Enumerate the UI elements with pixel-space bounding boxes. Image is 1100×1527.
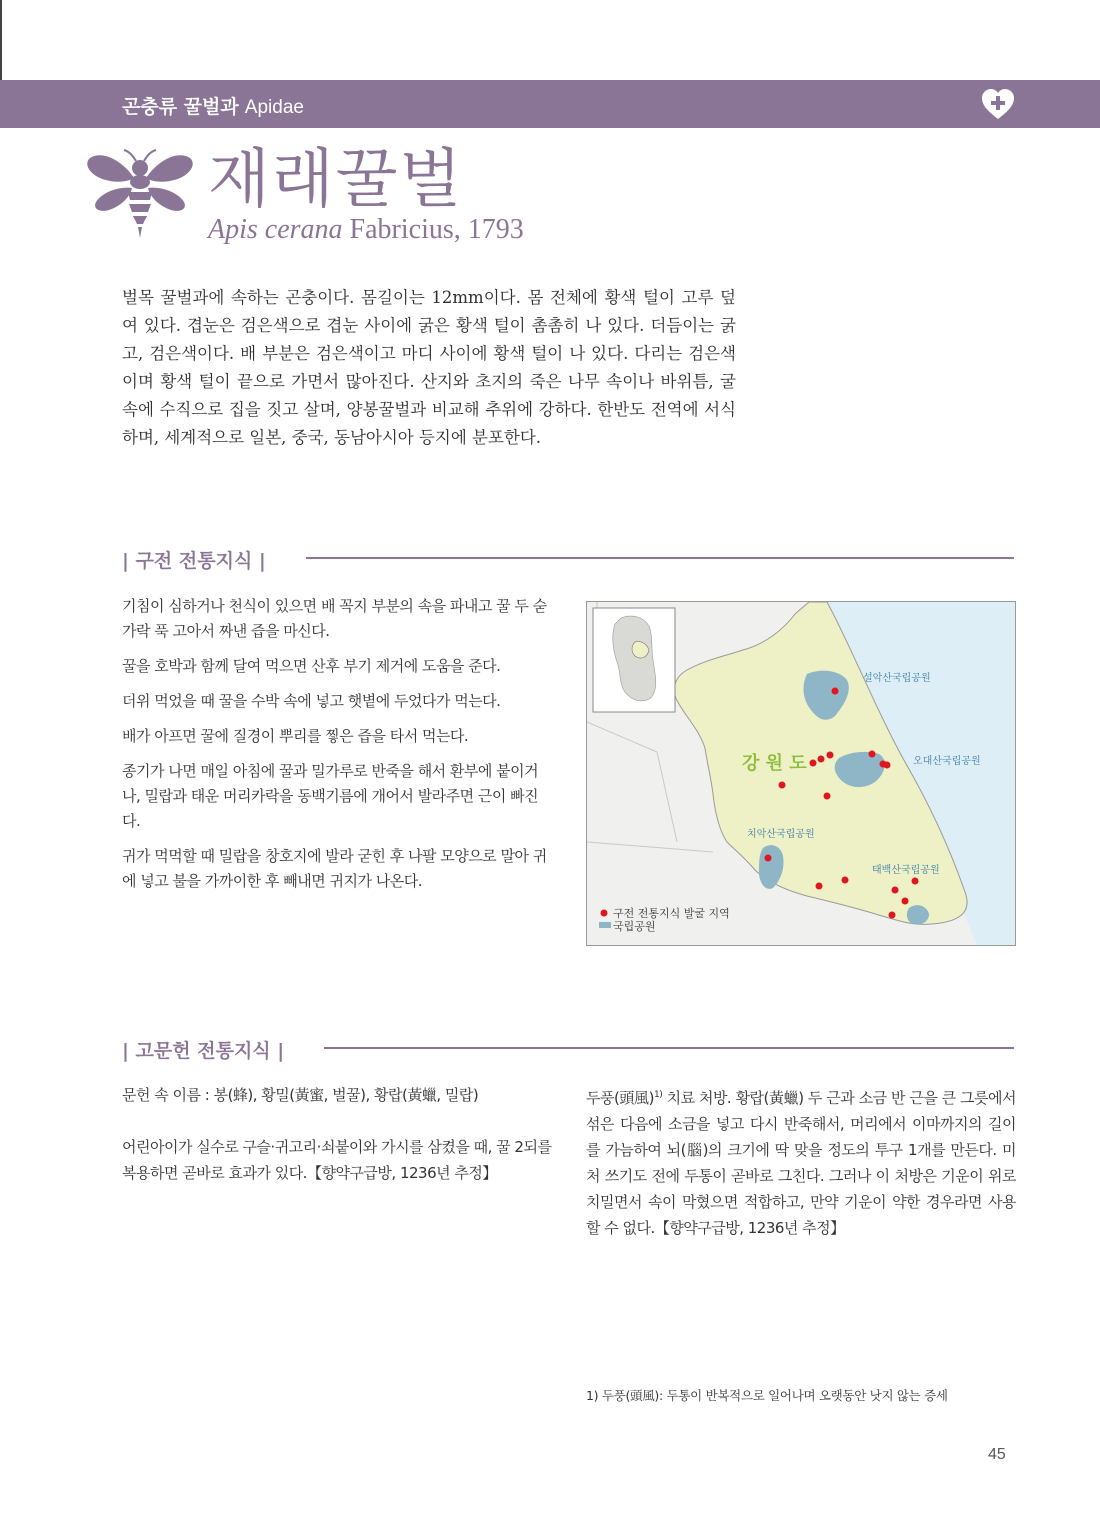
category-label: 곤충류 꿀벌과 — [122, 96, 239, 118]
site-dot — [765, 855, 772, 862]
park-label-chiaksan: 치악산국립공원 — [747, 829, 815, 840]
section-divider — [306, 557, 1014, 559]
site-dot — [892, 887, 899, 894]
legend-site-marker — [601, 910, 608, 917]
literature-left-column — [122, 1082, 554, 1186]
site-dot — [842, 877, 849, 884]
oral-item: 귀가 먹먹할 때 밀랍을 창호지에 발라 굳힌 후 나팔 모양으로 말아 귀에 넣고 불을 가까이한 후 빼내면 귀지가 나온다. — [122, 847, 547, 890]
site-dot — [827, 752, 834, 759]
family-latin-label: Apidae — [244, 97, 304, 118]
site-dot — [779, 782, 786, 789]
literature-right-column — [586, 1082, 1016, 1241]
species-description: 벌목 꿀벌과에 속하는 곤충이다. 몸길이는 12mm이다. 몸 전체에 황색 털이 고루 덮여 있다. 겹눈은 검은색으로 겹눈 사이에 굵은 황색 털이 촘촘히 나 있다. 더듬이는 굵고, 검은색이다. 배 부분은 검은색이고 마디 사이에 황색 털이 나 있다. 다리는 검은색이며 황색 털이 끝으로 가면서 많아진다. 산지와 초지의 죽은 나무 속이나 바위틈, 굴속에 수직으로 집을 짓고 살며, 양봉꿀벌과 비교해 추위에 강하다. 한반도 전역에 서식하며, 세계적으로 일본, 중국, 동남아시아 등지에 분포한다. — [122, 288, 736, 447]
oral-item: 더위 먹었을 때 꿀을 수박 속에 넣고 햇볕에 두었다가 먹는다. — [122, 692, 501, 710]
literature-entry — [586, 1082, 1016, 1241]
entry-body: 치료 처방. 황랍(黃蠟) 두 근과 소금 반 근을 큰 그릇에서 섞은 다음에 소금을 넣고 다시 반죽해서, 머리에서 이마까지의 길이를 가늠하여 뇌(腦)의 크기에 딱 맞을 정도의 투구 1개를 만든다. 미처 쓰기도 전에 두통이 곧바로 그친다. 그러나 이 처방은 기운이 위로 치밀면서 속이 막혔으면 적합하고, 만약 기운이 약한 경우라면 사용할 수 없다.【향약구급방, 1236년 추정】 — [586, 1089, 1016, 1237]
author-year: Fabricius, 1793 — [349, 214, 524, 245]
site-dot — [902, 898, 909, 905]
margin-rule — [0, 0, 2, 80]
oral-item: 종기가 나면 매일 아침에 꿀과 밀가루로 반죽을 해서 환부에 붙이거나, 밀랍과 태운 머리카락을 동백기름에 개어서 발라주면 근이 빠진다. — [122, 762, 539, 830]
site-dot — [832, 688, 839, 695]
entry-term: 두풍(頭風) — [586, 1089, 654, 1107]
literature-names: 문헌 속 이름 : 봉(蜂), 황밀(黃蜜, 벌꿀), 황랍(黃蠟, 밀랍) — [122, 1086, 479, 1104]
site-dot — [824, 793, 831, 800]
site-dot — [810, 760, 817, 767]
oral-tradition-list — [122, 594, 554, 904]
legend-parks-label: 국립공원 — [613, 920, 656, 933]
site-dot — [912, 878, 919, 885]
park-label-taebaeksan: 태백산국립공원 — [872, 865, 940, 876]
section-divider — [324, 1047, 1014, 1049]
park-label-odaesan: 오대산국립공원 — [913, 756, 981, 767]
oral-item: 꿀을 호박과 함께 달여 먹으면 산후 부기 제거에 도움을 준다. — [122, 657, 501, 675]
site-dot — [884, 762, 891, 769]
literature-entry: 어린아이가 실수로 구슬·귀고리·쇠붙이와 가시를 삼켰을 때, 꿀 2되를 복용하면 곧바로 효과가 있다.【향약구급방, 1236년 추정】 — [122, 1138, 552, 1182]
province-label: 강 원 도 — [742, 753, 807, 774]
oral-item: 배가 아프면 꿀에 질경이 뿌리를 찧은 즙을 타서 먹는다. — [122, 727, 469, 745]
legend-park-swatch — [599, 922, 611, 928]
oral-tradition-heading: | 구전 전통지식 | — [122, 550, 266, 572]
footnote: 1) 두풍(頭風): 두통이 반복적으로 일어나며 오랫동안 낫지 않는 증세 — [586, 1388, 948, 1403]
park-label-seoraksan: 설악산국립공원 — [863, 673, 931, 684]
category-header — [122, 92, 304, 119]
site-dot — [818, 756, 825, 763]
species-korean-name: 재래꿀벌 — [208, 143, 464, 217]
site-dot — [869, 751, 876, 758]
page-number: 45 — [988, 1446, 1006, 1463]
footnote-ref: 1) — [653, 1090, 663, 1100]
literature-heading: | 고문헌 전통지식 | — [122, 1040, 285, 1062]
scientific-name — [208, 214, 524, 246]
bee-icon — [84, 148, 196, 240]
heart-plus-icon — [979, 85, 1017, 123]
legend-sites-label: 구전 전통지식 발굴 지역 — [613, 907, 730, 920]
oral-item: 기침이 심하거나 천식이 있으면 배 꼭지 부분의 속을 파내고 꿀 두 숟가락 푹 고아서 짜낸 즙을 마신다. — [122, 597, 547, 640]
distribution-map — [586, 601, 1016, 946]
site-dot — [889, 912, 896, 919]
genus-species: Apis cerana — [208, 214, 343, 245]
site-dot — [816, 883, 823, 890]
